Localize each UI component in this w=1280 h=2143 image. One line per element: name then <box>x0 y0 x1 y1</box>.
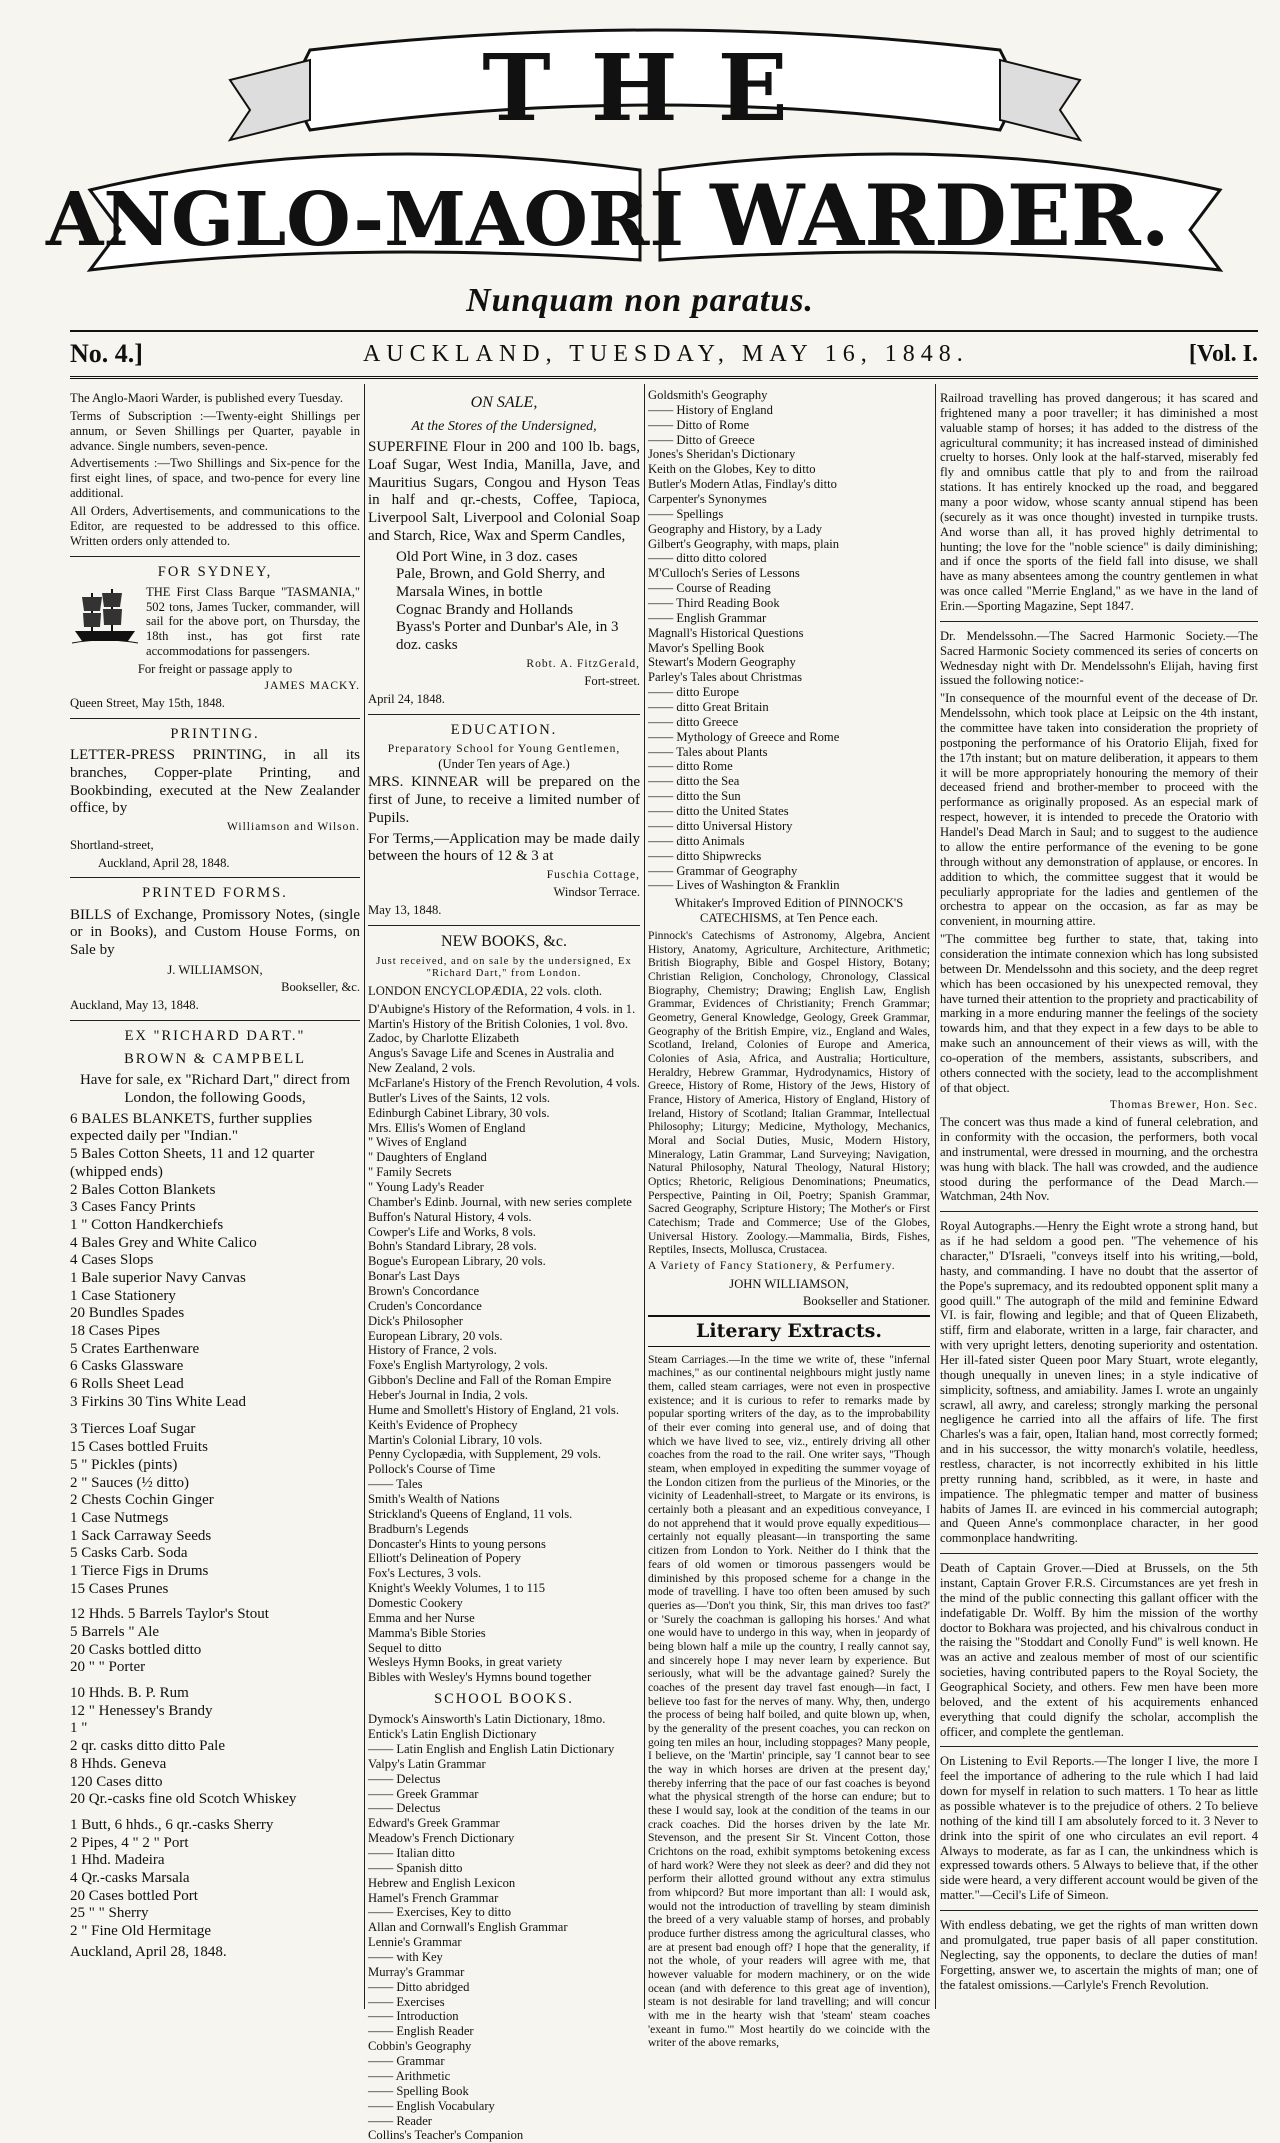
list-item: Emma and her Nurse <box>368 1610 475 1625</box>
sale-address: Fort-street. <box>584 674 640 689</box>
list-item: 120 Cases ditto <box>70 1773 163 1790</box>
orders-text: All Orders, Advertisements, and communications to the Editor, are requested to be addressed to this office. Written orders only attended to. <box>70 504 360 548</box>
list-item: —— History of England <box>648 402 773 417</box>
list-item: Hume and Smollett's History of England, 21 vols. <box>368 1402 619 1417</box>
sydney-signature: JAMES MACKY. <box>264 679 360 692</box>
list-item: —— Tales <box>368 1477 423 1492</box>
list-item: 15 Cases bottled Fruits <box>70 1439 208 1456</box>
list-item: —— English Reader <box>368 2024 474 2039</box>
list-item: —— Lives of Washington & Franklin <box>648 878 840 893</box>
list-item: 20 Bundles Spades <box>70 1305 185 1322</box>
list-item: Pollock's Course of Time <box>368 1462 496 1477</box>
list-item: Doncaster's Hints to young persons <box>368 1536 546 1551</box>
sale-date: April 24, 1848. <box>368 692 445 707</box>
column-rule <box>935 384 936 2009</box>
list-item: —— ditto Shipwrecks <box>648 848 762 863</box>
list-item: Bohn's Standard Library, 28 vols. <box>368 1239 537 1254</box>
list-item: Allan and Cornwall's English Grammar <box>368 1920 568 1935</box>
list-item: Dymock's Ainsworth's Latin Dictionary, 18mo. <box>368 1712 606 1727</box>
dart-firm: BROWN & CAMPBELL <box>124 1051 306 1068</box>
list-item: —— Ditto of Greece <box>648 432 755 447</box>
list-item: Magnall's Historical Questions <box>648 625 804 640</box>
list-item: Fox's Lectures, 3 vols. <box>368 1566 482 1581</box>
list-item: —— Introduction <box>368 2009 459 2024</box>
list-item: Jones's Sheridan's Dictionary <box>648 447 796 462</box>
list-item: 4 Qr.-casks Marsala <box>70 1869 190 1886</box>
list-item: —— with Key <box>368 1950 443 1965</box>
list-item: Hamel's French Grammar <box>368 1890 499 1905</box>
list-item: Dick's Philosopher <box>368 1313 463 1328</box>
pinnock-heading: Whitaker's Improved Edition of PINNOCK'S CATECHISMS, at Ten Pence each. <box>674 896 904 926</box>
issue-bar <box>70 330 1258 379</box>
dart-heading: EX "RICHARD DART." <box>124 1028 306 1045</box>
sale-signature: Robt. A. FitzGerald, <box>526 657 640 670</box>
list-item: 20 Casks bottled ditto <box>70 1641 202 1658</box>
dart-date: Auckland, April 28, 1848. <box>70 1943 227 1960</box>
dart-intro: Have for sale, ex "Richard Dart," direct from London, the following Goods, <box>79 1072 351 1107</box>
list-item: Murray's Grammar <box>368 1964 465 1979</box>
list-item: Goldsmith's Geography <box>648 388 768 402</box>
list-item: 3 Cases Fancy Prints <box>70 1199 196 1216</box>
list-item: Stewart's Modern Geography <box>648 655 796 670</box>
column-3 <box>648 388 930 2050</box>
list-item: 12 Hhds. 5 Barrels Taylor's Stout <box>70 1606 269 1623</box>
railroad-continuation: Railroad travelling has proved dangerous; it has scared and frightened many a poor traveller; it has diminished a most valuable stamp of horses; it has added to the distress of the agricultural community; it has increased instead of diminished cruelty to horses. Only look at the half-starved, miserably fed fly and omnibus cattle that ply to and from the railroad stations. It has entirely knocked up the road, and beggared many a poor widow, whose scanty annual stipend has been (securely as it was once thought) invested in turnpike trusts. And worse than all, it has proved highly detrimental to hunting; the love for the "noble science" is daily diminishing; and if once the sports of the field fall into disuse, we shall have as many absentees among the country gentlemen in what was once called "Merrie England," as we have in the land of Erin.—Sporting Magazine, Sept 1847. <box>940 391 1258 614</box>
list-item: Mrs. Ellis's Women of England <box>368 1120 526 1135</box>
list-item: 1 Butt, 6 hhds., 6 qr.-casks Sherry <box>70 1816 274 1833</box>
sale-text: SUPERFINE Flour in 200 and 100 lb. bags, Loaf Sugar, West India, Manilla, Jave, and Mauritius Sugars, Congou and Hyson Teas in half and qr.-chests, Coffee, Tapioca, Liverpool Salt, Liverpool and Colonial Soap and Starch, Rice, Wax and Sperm Candles, <box>368 439 640 544</box>
list-item: Foxe's English Martyrology, 2 vols. <box>368 1358 548 1373</box>
list-item: 15 Cases Prunes <box>70 1580 169 1597</box>
list-item: Domestic Cookery <box>368 1596 463 1611</box>
list-item: Penny Cyclopædia, with Supplement, 29 vols. <box>368 1447 601 1462</box>
list-item: —— Ditto of Rome <box>648 417 750 432</box>
list-item: Mavor's Spelling Book <box>648 640 765 655</box>
mendelssohn-article: Dr. Mendelssohn.—The Sacred Harmonic Society.—The Sacred Harmonic Society commenced its series of concerts on Wednesday night with Dr. Mendelssohn's Elijah, having first issued the following notice:- <box>940 628 1258 688</box>
list-item: Cruden's Concordance <box>368 1298 482 1313</box>
mendelssohn-signature: Thomas Brewer, Hon. Sec. <box>1109 1098 1258 1111</box>
list-item: 12 " Henessey's Brandy <box>70 1702 213 1719</box>
list-item: McFarlane's History of the French Revolution, 4 vols. <box>368 1075 640 1090</box>
list-item: 1 " <box>70 1720 88 1737</box>
column-4 <box>940 388 1258 2008</box>
school-heading: SCHOOL BOOKS. <box>434 1691 574 1708</box>
list-item: 20 Qr.-casks fine old Scotch Whiskey <box>70 1791 297 1808</box>
variety-signature: JOHN WILLIAMSON, <box>729 1276 849 1291</box>
list-item: Valpy's Latin Grammar <box>368 1756 486 1771</box>
list-item: Bogue's European Library, 20 vols. <box>368 1254 546 1269</box>
goods-list <box>70 1817 360 1941</box>
goods-list <box>70 1606 360 1677</box>
list-item: Carpenter's Synonymes <box>648 492 767 507</box>
list-item: " Wives of England <box>368 1135 467 1150</box>
list-item: 2 qr. casks ditto ditto Pale <box>70 1738 225 1755</box>
debating-article: With endless debating, we get the rights of man written down and promulgated, true paper basis of all paper constitution. Neglecting, say the opponents, to declare the duties of man! Forgetting, answer we, to ascertain the mights of man; one of the fatalest omissions.—Carlyle's French Revolution. <box>940 1918 1258 1992</box>
education-date: May 13, 1848. <box>368 903 442 918</box>
list-item: —— ditto Universal History <box>648 818 793 833</box>
list-item: Mamma's Bible Stories <box>368 1625 486 1640</box>
books-list <box>648 388 930 893</box>
column-rule <box>364 384 365 2009</box>
list-item: —— Italian ditto <box>368 1846 455 1861</box>
list-item: 1 Hhd. Madeira <box>70 1852 165 1869</box>
mendelssohn-notice-2: "The committee beg further to state, that, taking into consideration the intimate connexion which has long subsisted between Dr. Mendelssohn and this society, and the deep regret which has been occasioned by his unexpected removal, they have turned their attention to the propriety and practicability of marking in a more enduring manner the feelings of the society towards him, and that they expect in a few days to be able to make such an announcement of their views as will, with the co-operation of the members, assistants, subscribers, and others connected with the society, lead to the accomplishment of that object. <box>940 932 1258 1095</box>
list-item: Zadoc, by Charlotte Elizabeth <box>368 1031 520 1046</box>
terms-text: Terms of Subscription :—Twenty-eight Shillings per annum, or Seven Shillings per Quarter, payable in advance. Single numbers, seven-pence. <box>70 408 360 453</box>
list-item: 5 Barrels " Ale <box>70 1624 160 1641</box>
forms-text: BILLS of Exchange, Promissory Notes, (single or in Books), and Custom House Forms, on Sale by <box>70 906 360 958</box>
list-item: Geography and History, by a Lady <box>648 521 823 536</box>
sale-subheading: At the Stores of the Undersigned, <box>411 418 597 434</box>
books-lead: LONDON ENCYCLOPÆDIA, 22 vols. cloth. <box>368 983 603 998</box>
list-item: 5 Bales Cotton Sheets, 11 and 12 quarter (whipped ends) <box>70 1146 315 1180</box>
list-item: —— ditto Great Britain <box>648 700 769 715</box>
list-item: Bibles with Wesley's Hymns bound together <box>368 1670 592 1685</box>
list-item: Hebrew and English Lexicon <box>368 1875 516 1890</box>
list-item: Strickland's Queens of England, 11 vols. <box>368 1506 573 1521</box>
list-item: Gibbon's Decline and Fall of the Roman Empire <box>368 1373 612 1388</box>
goods-list <box>70 1421 360 1598</box>
list-item: —— Third Reading Book <box>648 596 780 611</box>
list-item: Entick's Latin English Dictionary <box>368 1727 537 1742</box>
list-item: —— Latin English and English Latin Dictionary <box>368 1742 615 1757</box>
education-age: (Under Ten years of Age.) <box>438 756 570 771</box>
list-item: 1 Case Stationery <box>70 1287 176 1304</box>
books-heading: NEW BOOKS, &c. <box>441 933 567 951</box>
list-item: 1 " Cotton Handkerchiefs <box>70 1216 224 1233</box>
list-item: 1 Tierce Figs in Drums <box>70 1562 209 1579</box>
list-item: 3 Tierces Loaf Sugar <box>70 1421 196 1438</box>
list-item: —— Mythology of Greece and Rome <box>648 729 840 744</box>
list-item: Gilbert's Geography, with maps, plain <box>648 536 840 551</box>
list-item: Knight's Weekly Volumes, 1 to 115 <box>368 1581 546 1596</box>
list-item: Elliott's Delineation of Popery <box>368 1551 522 1566</box>
list-item: —— ditto the Sun <box>648 789 741 804</box>
list-item: —— Arithmetic <box>368 2068 451 2083</box>
list-item: —— English Vocabulary <box>368 2098 495 2113</box>
list-item: —— ditto Animals <box>648 833 745 848</box>
list-item: —— Exercises, Key to ditto <box>368 1905 512 1920</box>
masthead-motto: Nunquam non paratus. <box>466 282 814 319</box>
list-item: Pale, Brown, and Gold Sherry, and Marsala Wines, in bottle <box>396 566 605 600</box>
list-item: Keith on the Globes, Key to ditto <box>648 462 816 477</box>
printing-date: Auckland, April 28, 1848. <box>98 855 230 870</box>
variety-text: A Variety of Fancy Stationery, & Perfumery. <box>648 1260 896 1273</box>
list-item: 20 Cases bottled Port <box>70 1887 198 1904</box>
list-item: Keith's Evidence of Prophecy <box>368 1417 518 1432</box>
masthead-banner <box>45 20 1230 320</box>
education-signature: Fuschia Cottage, <box>546 868 640 881</box>
goods-list <box>70 1685 360 1809</box>
list-item: 1 Case Nutmegs <box>70 1509 169 1526</box>
list-item: " Daughters of England <box>368 1150 487 1165</box>
list-item: 8 Hhds. Geneva <box>70 1755 167 1772</box>
pinnock-text: Pinnock's Catechisms of Astronomy, Algebra, Ancient History, Anatomy, Agriculture, Architecture, Arithmetic; British Biography, Bible and Gospel History, Botany; Christian Religion, Conchology, Chronology, Classical Biography, Chemistry; Drawing; English Law, English Grammar, Evidences of Christianity; French Grammar; Geometry, General Knowledge, Geology, Greek Grammar, Geography of the British Empire, viz., England and Wales, Scotland, Ireland, Colonies of Europe and America, Colonies of Asia, Africa, and Australia; Horticulture, Heraldry, Hebrew Grammar, Hydrodynamics, History of Greece, History of Rome, History of the Jews, History of France, History of America, History of England, History of Ireland, History of Scotland; Italian Grammar, Intellectual Philosophy; Liturgy; Medicine, Mythology, Mechanics, Moral and Social Duties, Music, Modern History, Mineralogy, Latin Grammar, Land Surveying; Navigation, Natural Philosophy, Natural Theology, Natural History; Optics; Rhetoric, Religious Denominations; Pneumatics, Perspective, Painting in Oil, Poetry; Spanish Grammar, Sacred Geography, Scripture History; The Mother's or First Catechism; Trade and Commerce; Use of the Globes, Universal History. Zoology.—Mammalia, Birds, Fishes, Reptiles, Insects, Mollusca, Crustacea. <box>648 928 930 1257</box>
advertisements-text: Advertisements :—Two Shillings and Six-pence for the first eight lines, of space, and two-pence for every line additional. <box>70 456 360 501</box>
list-item: 2 Bales Cotton Blankets <box>70 1181 216 1198</box>
sydney-date: Queen Street, May 15th, 1848. <box>70 696 225 711</box>
list-item: —— ditto Europe <box>648 685 739 700</box>
list-item: Angus's Savage Life and Scenes in Australia and New Zealand, 2 vols. <box>368 1046 615 1076</box>
sale-list <box>368 549 640 655</box>
list-item: 3 Firkins 30 Tins White Lead <box>70 1393 246 1410</box>
education-heading: EDUCATION. <box>450 721 558 738</box>
list-item: Edward's Greek Grammar <box>368 1816 500 1831</box>
list-item: Bonar's Last Days <box>368 1269 460 1284</box>
list-item: —— Spanish ditto <box>368 1860 463 1875</box>
title-anglo-maori: ANGLO-MAORI <box>45 177 685 263</box>
list-item: 18 Cases Pipes <box>70 1323 160 1340</box>
grover-article: Death of Captain Grover.—Died at Brussels, on the 5th instant, Captain Grover F.R.S. Circumstances are yet fresh in the mind of the public connecting this gallant officer with the indefatigable Dr. Wolff. By him the mission of the worthy doctor to Bokhara was projected, and his chivalrous conduct in the raising the "Stoddart and Conolly Fund" is well known. He was an active and zealous member of most of our scientific societies, having contributed papers to the Royal Society, the Geographical Society, and others. Few men have been more beloved, and the extent of his acquirements enhanced everything that could dignify the scholar, accomplish the officer, and complete the gentleman. <box>940 1561 1258 1739</box>
list-item: 5 Casks Carb. Soda <box>70 1545 188 1562</box>
list-item: —— Delectus <box>368 1771 441 1786</box>
list-item: —— Grammar <box>368 2054 445 2069</box>
list-item: " Family Secrets <box>368 1165 452 1180</box>
goods-list <box>70 1111 360 1412</box>
list-item: —— ditto the United States <box>648 804 789 819</box>
sale-heading: ON SALE, <box>470 394 538 411</box>
royal-autographs-article: Royal Autographs.—Henry the Eight wrote a strong hand, but as if he had seldom a good pen. "The vehemence of his character," D'Israeli, "conveys itself into his writing,—bold, hasty, and commanding. I have no doubt that the assertor of the Pope's supremacy, and its redoubted opponent split many a good quill." The autograph of the mild and feminine Edward VI. is fair, flowing and legible; and that of Queen Elizabeth, stiff, firm and elaborate, written in a large, fair character, and with very upright letters, denoting superiority and ostentation. Her ill-fated sister Queen poor Mary Stuart, wrote elegantly, though unequally in uneven lines; in a style indicative of simplicity, softness, and amiability. James I. wrote an ungainly scrawl, all awry, and careless; strongly marking the personal negligence he carried into all the affairs of life. The first Charles's was a fair, open, Italian hand, most correctly formed; and in his successor, the witty monarch's volatile, heedless, restless, character, is not incorrectly exhibited in his little pretty running hand, scribbled, as it were, in haste and impatience. The phlegmatic temper and matter of business habits of James II. are evinced in his commercial autograph; and Queen Anne's commonplace character, in her good commonplace handwriting. <box>940 1219 1258 1546</box>
list-item: —— Tales about Plants <box>648 744 768 759</box>
list-item: Butler's Lives of the Saints, 12 vols. <box>368 1090 551 1105</box>
steam-carriages-article: Steam Carriages.—In the time we write of, these "infernal machines," as our continental neighbours might justly name them, called steam carriages, were not even in prospective existence; and it is curious to refer to remarks made by popular sporting writers of the day, as to the improbability of their ever coming into general use, and of doing that which we have lived to see, viz., entirely driving all other coaches from the road to the rail. One writer says, "Though steam, when employed in expediting the summer voyage of the London citizen from the purlieus of the Minories, or the vicinity of Leadenhall-street, to Margate or its environs, is certainly both a pleasant and an expeditious conveyance, I do not apprehend that it would prove equally expeditious—certainly not equally pleasant—in transporting the same citizen from London to York. Neither do I think that the fears of old women or timorous passengers would be diminished by this proposed scheme for a change in the mode of travelling. I have too often been amused by such queries as—'Don't you think, Sir, this man drives too fast?' or 'Surely the coachman is galloping his horses.' And what one would have to undergo in this way, when in jeopardy of being blown half a mile up the country, I really cannot say, and sincerely hope I may never learn by experience. But seriously, what will be the advantage gained? Surely the coaches of the present day travel fast enough—in fact, I believe too fast for the nerves of many. Why, then, undergo the process of being half boiled, and quite blown up, when, by the generality of the present coaches, you can reckon on going ten miles an hour, including stoppages? Many people, I believe, on the 'Martin' principle, say 'I cannot bear to see the way in which horses are driven at the present day,' thereby inferring that the pace of our fast coaches is beyond what the physical strength of the horse can endure; but to these I would say, look at the condition of the teams in our crack coaches. Did the horses driven by the late Mr. Stevenson, and the present Sir St. Vincent Cotton, those Crichtons on the road, exhibit symptoms betokening excess of hard work? Were they not sleek as deer? and did they not perform their allotted ground without any extra stimulus from whipcord? But more important than all: I would ask, would not the introduction of travelling by steam diminish the breed of a very valuable stamp of horses, and probably produce further distress among the agricultural classes, who are at present bad enough off? I hope that the generality, if not the whole, of your readers will agree with me, that however valuable for modern machinery, or on the wide ocean (and with deference to this great age of invention), steam is not desirable for land travelling; and will concur with me in the hearty wish that 'steam' steam coaches 'exeant in fumo.'" Most heartily do we coincide with the writer of the above remarks, <box>648 1352 930 2050</box>
column-2 <box>368 388 640 2143</box>
list-item: —— Greek Grammar <box>368 1786 479 1801</box>
list-item: 10 Hhds. B. P. Rum <box>70 1685 189 1702</box>
evil-reports-article: On Listening to Evil Reports.—The longer I live, the more I feel the importance of adhering to the rule which I had laid down for myself in relation to such matters. 1 To hear as little as possible whatever is to the prejudice of others. 2 To believe nothing of the kind till I am absolutely forced to it. 3 Never to drink into the spirit of one who circulates an evil report. 4 Always to moderate, as far as I can, the unkindness which is expressed towards others. 5 Always to believe that, if the other side were heard, a very different account would be given of the matter."—Cecil's Life of Simeon. <box>940 1754 1258 1903</box>
list-item: Heber's Journal in India, 2 vols. <box>368 1388 529 1402</box>
list-item: Meadow's French Dictionary <box>368 1831 515 1846</box>
list-item: 25 " " Sherry <box>70 1905 149 1922</box>
forms-date: Auckland, May 13, 1848. <box>70 998 199 1013</box>
forms-signature-2: Bookseller, &c. <box>281 980 360 995</box>
printing-heading: PRINTING. <box>170 726 260 743</box>
list-item: —— Spelling Book <box>368 2083 469 2098</box>
issue-number: No. 4.] <box>70 339 143 368</box>
list-item: Buffon's Natural History, 4 vols. <box>368 1209 532 1224</box>
list-item: Sequel to ditto <box>368 1640 442 1655</box>
list-item: 5 " Pickles (pints) <box>70 1456 178 1473</box>
list-item: —— ditto ditto colored <box>648 551 767 566</box>
forms-heading: PRINTED FORMS. <box>142 885 288 902</box>
list-item: 2 " Fine Old Hermitage <box>70 1923 212 1940</box>
list-item: Collins's Teacher's Companion <box>368 2128 524 2143</box>
list-item: —— ditto Greece <box>648 714 739 729</box>
list-item: 4 Bales Grey and White Calico <box>70 1234 257 1251</box>
list-item: —— Course of Reading <box>648 581 771 596</box>
list-item: Smith's Wealth of Nations <box>368 1492 500 1507</box>
list-item: D'Aubigne's History of the Reformation, 4 vols. in 1. <box>368 1001 636 1016</box>
list-item: 20 " " Porter <box>70 1659 146 1676</box>
issue-volume: [Vol. I. <box>1188 340 1258 367</box>
list-item: 1 Bale superior Navy Canvas <box>70 1269 246 1286</box>
list-item: 4 Cases Slops <box>70 1252 154 1269</box>
list-item: Bradburn's Legends <box>368 1521 469 1536</box>
list-item: —— Exercises <box>368 1994 445 2009</box>
list-item: Edinburgh Cabinet Library, 30 vols. <box>368 1105 550 1120</box>
list-item: " Young Lady's Reader <box>368 1179 484 1194</box>
list-item: Cowper's Life and Works, 8 vols. <box>368 1224 536 1239</box>
mendelssohn-end: The concert was thus made a kind of funeral celebration, and in conformity with the occasion, the performers, both vocal and instrumental, were dressed in mourning, and the orchestra was hung with black. The hall was crowded, and the audience stood during the performance of the Dead March.—Watchman, 24th Nov. <box>940 1115 1258 1204</box>
books-list <box>368 1002 640 1686</box>
list-item: 2 Chests Cochin Ginger <box>70 1492 214 1509</box>
list-item: M'Culloch's Series of Lessons <box>648 566 800 581</box>
list-item: 6 Rolls Sheet Lead <box>70 1376 184 1393</box>
list-item: —— Ditto abridged <box>368 1979 470 1994</box>
list-item: Cobbin's Geography <box>368 2039 472 2054</box>
list-item: —— Spellings <box>648 506 724 521</box>
list-item: 2 " Sauces (½ ditto) <box>70 1474 190 1491</box>
title-the: THE <box>482 34 828 142</box>
column-rule <box>644 384 645 2009</box>
list-item: Chamber's Edinb. Journal, with new series complete <box>368 1194 632 1209</box>
list-item: Butler's Modern Atlas, Findlay's ditto <box>648 477 837 492</box>
printing-address: Shortland-street, <box>70 837 154 852</box>
list-item: 1 Sack Carraway Seeds <box>70 1527 212 1544</box>
title-warder: WARDER. <box>710 166 1170 265</box>
list-item: 2 Pipes, 4 " 2 " Port <box>70 1834 189 1851</box>
list-item: 6 Casks Glassware <box>70 1358 184 1375</box>
printing-signature: Williamson and Wilson. <box>227 821 360 834</box>
education-address: Windsor Terrace. <box>553 885 640 900</box>
education-subheading: Preparatory School for Young Gentlemen, <box>387 743 621 756</box>
list-item: —— Reader <box>368 2113 432 2128</box>
list-item: Martin's Colonial Library, 10 vols. <box>368 1432 543 1447</box>
list-item: European Library, 20 vols. <box>368 1328 503 1343</box>
education-terms: For Terms,—Application may be made daily between the hours of 12 & 3 at <box>368 830 640 865</box>
list-item: —— Delectus <box>368 1801 441 1816</box>
printing-text: LETTER-PRESS PRINTING, in all its branches, Copper-plate Printing, and Bookbinding, executed at the New Zealander office, by <box>70 747 360 817</box>
issue-dateline: AUCKLAND, TUESDAY, MAY 16, 1848. <box>362 340 969 367</box>
list-item: Lennie's Grammar <box>368 1935 462 1950</box>
list-item: 5 Crates Earthenware <box>70 1340 200 1357</box>
sydney-freight: For freight or passage apply to <box>137 662 293 676</box>
literary-extracts-heading: Literary Extracts. <box>648 1315 930 1346</box>
ship-icon <box>70 585 140 647</box>
forms-signature: J. WILLIAMSON, <box>167 962 263 977</box>
list-item: Cognac Brandy and Hollands <box>396 601 574 618</box>
mendelssohn-notice: "In consequence of the mournful event of the decease of Dr. Mendelssohn, which took place at Leipsic on the 4th instant, the committee have taken into consideration the propriety of postponing the performance of his Oratorio Elijah, fixed for the 17th instant; but on mature deliberation, it appears to them it will be more appropriately honouring the memory of their deceased friend and brother-member to proceed with the performance as originally proposed. As an especial mark of respect, however, it is intended to precede the Oratorio with Handel's Dead March in Saul; and to suggest to the audience to allow the entire performance of the evening to be gone through without any demonstration of applause, or encores. In addition to which, the committee suggest that it would be peculiarly appropriate for the ladies and gentlemen of the orchestra to appear on the occasion, as far as may be convenient, in mourning attire. <box>940 691 1258 929</box>
variety-signature-2: Bookseller and Stationer. <box>803 1294 930 1309</box>
list-item: Old Port Wine, in 3 doz. cases <box>396 548 578 565</box>
school-books-list <box>368 1712 640 2143</box>
sydney-heading: FOR SYDNEY, <box>157 563 273 580</box>
list-item: Martin's History of the British Colonies, 1 vol. 8vo. <box>368 1016 629 1031</box>
list-item: Parley's Tales about Christmas <box>648 670 803 685</box>
list-item: —— ditto Rome <box>648 759 733 774</box>
list-item: 6 BALES BLANKETS, further supplies expected daily per "Indian." <box>70 1110 313 1145</box>
list-item: History of France, 2 vols. <box>368 1343 497 1358</box>
books-intro: Just received, and on sale by the undersigned, Ex "Richard Dart," from London. <box>376 956 632 980</box>
intro-text: The Anglo-Maori Warder, is published every Tuesday. <box>70 391 344 405</box>
list-item: Wesleys Hymn Books, in great variety <box>368 1655 563 1670</box>
education-text: MRS. KINNEAR will be prepared on the first of June, to receive a limited number of Pupils. <box>368 774 640 826</box>
list-item: Brown's Concordance <box>368 1283 480 1298</box>
list-item: —— English Grammar <box>648 610 767 625</box>
list-item: —— ditto the Sea <box>648 774 740 789</box>
list-item: Byass's Porter and Dunbar's Ale, in 3 doz. casks <box>396 619 619 653</box>
list-item: —— Grammar of Geography <box>648 863 798 878</box>
column-1 <box>70 388 360 2008</box>
sydney-text: THE First Class Barque "TASMANIA," 502 tons, James Tucker, commander, will sail for the above port, on Thursday, the 18th inst., has got first rate accommodations for passengers. <box>146 584 360 659</box>
